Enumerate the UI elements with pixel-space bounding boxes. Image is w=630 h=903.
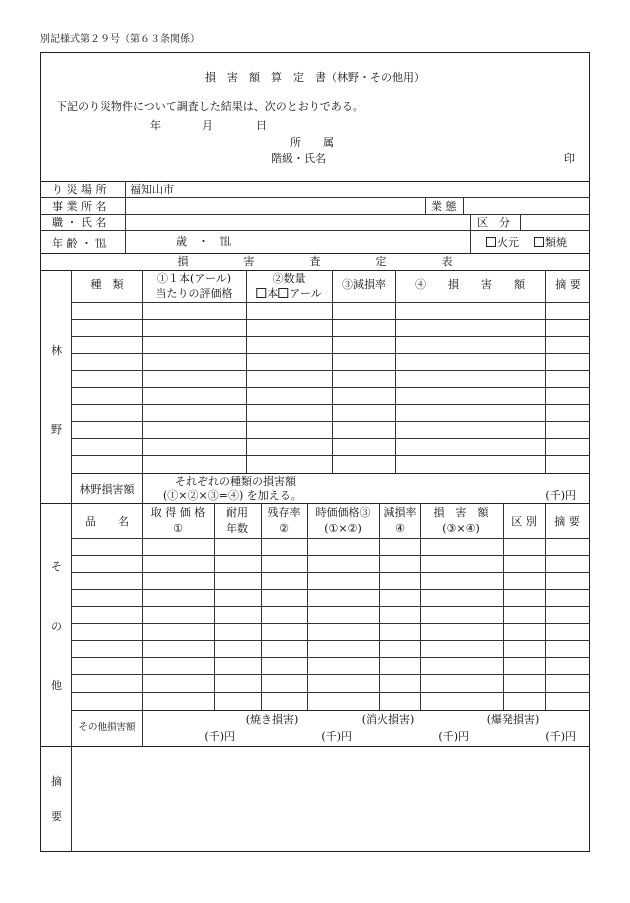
forest-col-qty-2: 本 アール bbox=[256, 288, 321, 299]
forest-col-type: 種 類 bbox=[90, 278, 124, 291]
other-side-label-1: そ bbox=[51, 560, 62, 573]
other-col-damage-2: (③×④) bbox=[442, 522, 480, 535]
qty-are-checkbox[interactable] bbox=[278, 288, 288, 298]
form-number: 別記様式第２９号（第６３条関係） bbox=[40, 34, 200, 45]
business-name-label: 事 業 所 名 bbox=[52, 200, 107, 213]
origin-option[interactable]: 火元 bbox=[486, 237, 519, 248]
other-col-acq-2: ① bbox=[173, 522, 183, 535]
other-col-item: 品 名 bbox=[85, 515, 129, 528]
explosion-damage-label: (爆発損害) bbox=[486, 713, 540, 726]
date-month: 月 bbox=[202, 119, 213, 132]
summary-label-2: 要 bbox=[51, 810, 62, 823]
burn-damage-label: (焼き損害) bbox=[245, 713, 299, 726]
forest-col-damage: ④ 損 害 額 bbox=[415, 278, 525, 291]
other-side-label-2: の bbox=[51, 620, 62, 633]
forest-total-label: 林野損害額 bbox=[79, 483, 135, 496]
category-label: 区 分 bbox=[477, 216, 510, 229]
extinguish-damage-unit: (千)円 bbox=[321, 730, 352, 743]
age-tel-value: 歳 ・ ℡ bbox=[176, 235, 231, 248]
explosion-damage-unit: (千)円 bbox=[438, 730, 469, 743]
forest-total-note-2: (①×②×③=④) を加える。 bbox=[163, 489, 302, 502]
spread-option[interactable]: 類焼 bbox=[534, 237, 567, 248]
age-tel-label: 年 齢 ・ ℡ bbox=[52, 237, 107, 250]
forest-col-remarks: 摘 要 bbox=[555, 278, 581, 291]
forest-side-label-2: 野 bbox=[51, 423, 62, 436]
other-total-label: その他損害額 bbox=[78, 722, 136, 733]
forest-col-value-1: ①１本(アール) bbox=[156, 272, 232, 285]
other-col-class: 区 別 bbox=[511, 515, 537, 528]
burn-damage-unit: (千)円 bbox=[204, 730, 235, 743]
other-col-rate-1: 減損率 bbox=[383, 506, 417, 519]
other-col-remarks: 摘 要 bbox=[554, 515, 580, 528]
other-col-life-1: 耐用 bbox=[226, 506, 248, 519]
forest-col-value-2: 当たりの評価格 bbox=[155, 287, 233, 300]
other-side-label-3: 他 bbox=[51, 679, 62, 692]
other-col-damage-1: 損 害 額 bbox=[433, 506, 489, 519]
forest-total-note-1: それぞれの種類の損害額 bbox=[175, 475, 296, 488]
rank-name-label: 階級・氏名 bbox=[271, 152, 326, 165]
forest-col-rate: ③減損率 bbox=[342, 278, 386, 291]
fire-location-label: り 災 場 所 bbox=[52, 183, 107, 196]
date-day: 日 bbox=[256, 119, 267, 132]
other-col-residual-2: ② bbox=[279, 522, 289, 535]
origin-checkbox[interactable] bbox=[486, 237, 496, 247]
seal-mark: 印 bbox=[564, 152, 575, 165]
forest-side-label-1: 林 bbox=[51, 344, 62, 357]
spread-checkbox[interactable] bbox=[534, 237, 544, 247]
other-col-residual-1: 残存率 bbox=[267, 506, 301, 519]
forest-col-qty-1: ②数量 bbox=[272, 272, 306, 285]
other-col-time-1: 時価価格③ bbox=[315, 506, 371, 519]
forest-total-unit: (千)円 bbox=[545, 489, 576, 502]
summary-label-1: 摘 bbox=[51, 775, 62, 788]
other-col-life-2: 年数 bbox=[226, 522, 248, 535]
date-year: 年 bbox=[150, 119, 161, 132]
affiliation-label: 所 属 bbox=[290, 136, 334, 149]
other-col-acq-1: 取 得 価 格 bbox=[150, 506, 206, 519]
damage-table-title: 損 害 査 定 表 bbox=[177, 255, 453, 268]
business-type-label: 業 態 bbox=[431, 200, 457, 213]
other-total-unit: (千)円 bbox=[545, 730, 576, 743]
occupation-label: 職 ・ 氏 名 bbox=[52, 216, 107, 229]
extinguish-damage-label: (消火損害) bbox=[361, 713, 415, 726]
intro-text: 下記のり災物件について調査した結果は、次のとおりである。 bbox=[56, 100, 364, 113]
other-col-rate-2: ④ bbox=[395, 522, 405, 535]
form-title: 損 害 額 算 定 書（林野・その他用） bbox=[205, 71, 425, 84]
other-col-time-2: (①×②) bbox=[324, 522, 362, 535]
qty-tree-checkbox[interactable] bbox=[256, 288, 266, 298]
fire-location-value[interactable]: 福知山市 bbox=[130, 183, 174, 196]
